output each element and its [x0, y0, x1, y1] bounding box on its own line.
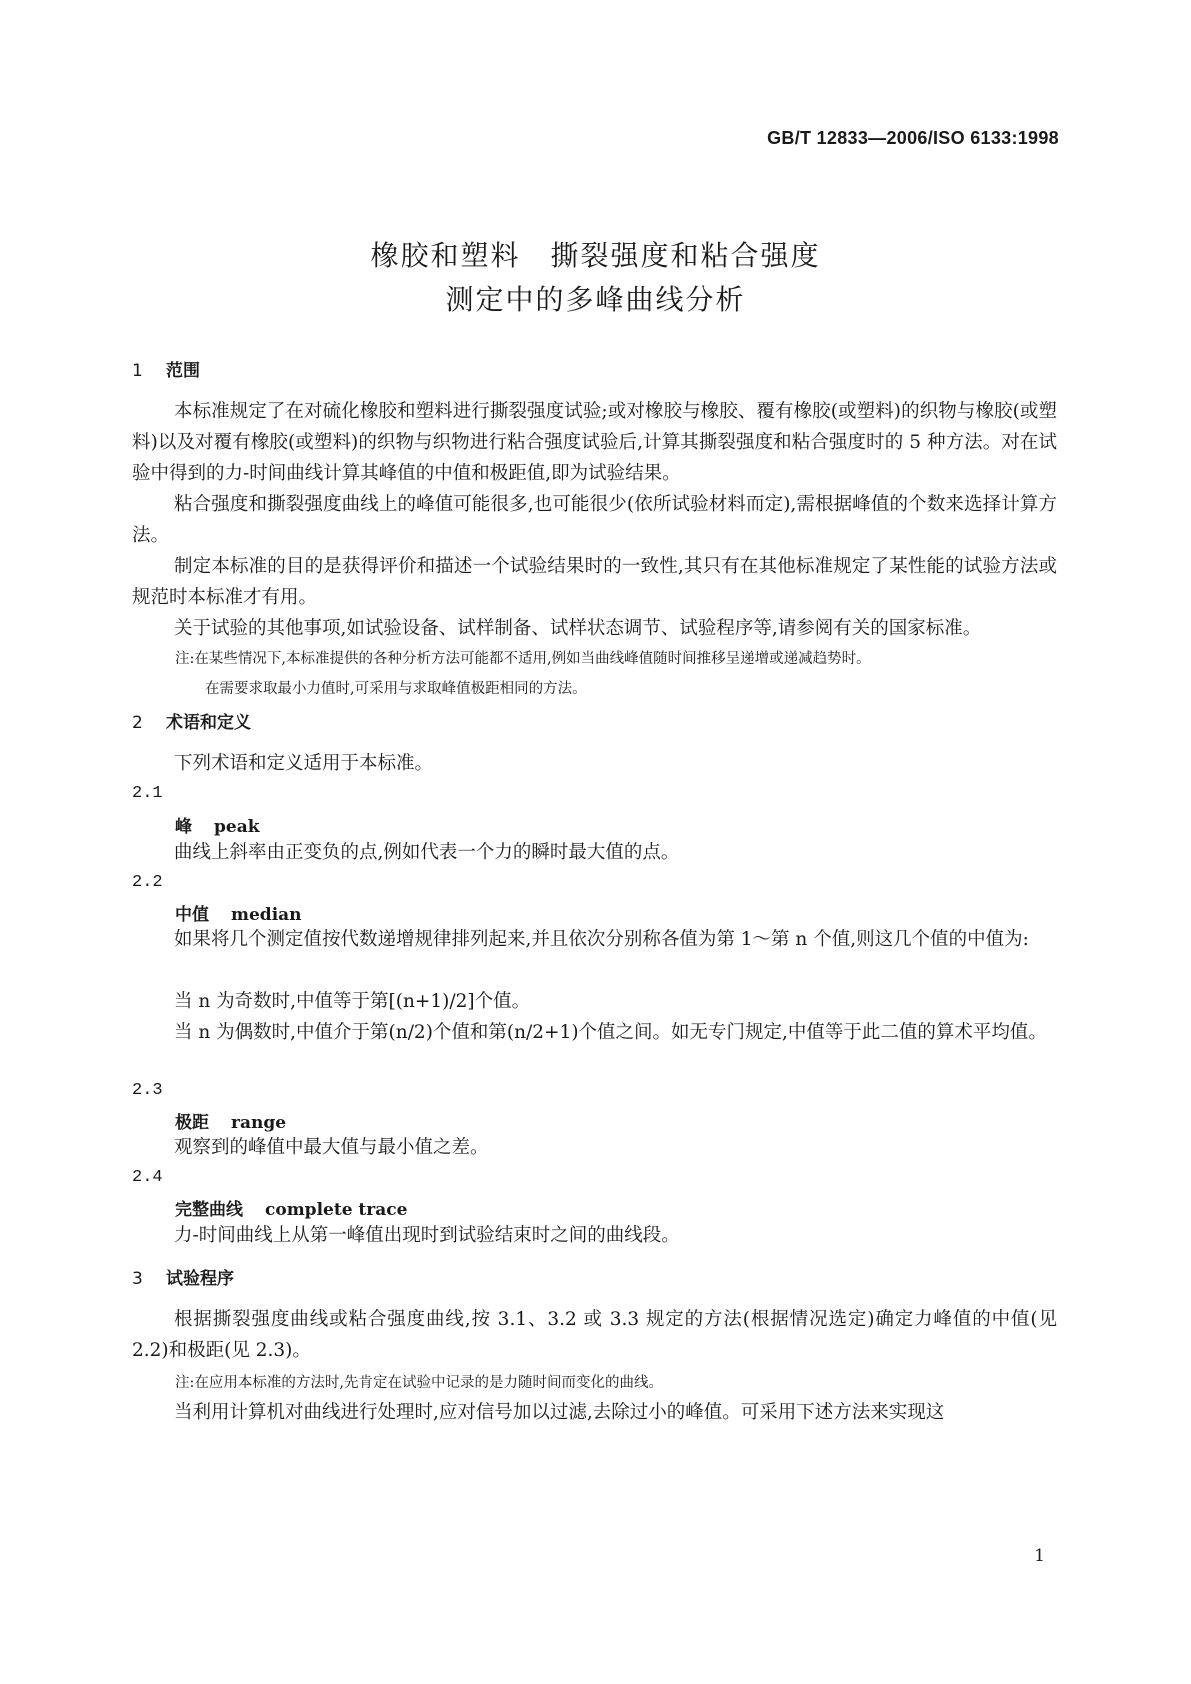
section-1-note — [175, 644, 1065, 704]
term-cn: 中值 — [175, 905, 209, 925]
section-2-heading — [132, 708, 251, 733]
section-3-paragraph-1: 根据撕裂强度曲线或粘合强度曲线,按 3.1、3.2 或 3.3 规定的方法(根据情况选定)确定力峰值的中值(见 2.2)和极距(见 2.3)。 — [132, 1309, 1057, 1361]
median-even-rule: 当 n 为偶数时,中值介于第(n/2)个值和第(n/2+1)个值之间。如无专门规定,中值等于此二值的算术平均值。 — [174, 1022, 1047, 1043]
term-definition: 力-时间曲线上从第一峰值出现时到试验结束时之间的曲线段。 — [174, 1225, 680, 1246]
term-en: median — [231, 905, 302, 925]
section-title: 试验程序 — [166, 1269, 234, 1289]
note-line-1: 注:在某些情况下,本标准提供的各种分析方法可能都不适用,例如当曲线峰值随时间推移呈递增或递减趋势时。 — [175, 651, 871, 667]
section-1-paragraph-2: 粘合强度和撕裂强度曲线上的峰值可能很多,也可能很少(依所试验材料而定),需根据峰值的个数来选择计算方法。 — [132, 494, 1057, 546]
section-1-paragraph-3: 制定本标准的目的是获得评价和描述一个试验结果时的一致性,其只有在其他标准规定了某性能的试验方法或规范时本标准才有用。 — [132, 556, 1057, 608]
section-3-paragraph-2: 当利用计算机对曲线进行处理时,应对信号加以过滤,去除过小的峰值。可采用下述方法来实现这 — [174, 1402, 945, 1423]
document-title-line1: 橡胶和塑料 撕裂强度和粘合强度 — [370, 239, 821, 272]
section-number: 3 — [132, 1269, 143, 1289]
note-line-2: 在需要求取最小力值时,可采用与求取峰值极距相同的方法。 — [205, 681, 587, 697]
section-1-paragraph-1: 本标准规定了在对硫化橡胶和塑料进行撕裂强度试验;或对橡胶与橡胶、覆有橡胶(或塑料)的织物与橡胶(或塑料)以及对覆有橡胶(或塑料)的织物与织物进行粘合强度试验后,计算其撕裂强度和粘合强度时的 5 种方法。对在试验中得到的力-时间曲线计算其峰值的中值和极距值,即为试验结果。 — [132, 401, 1057, 484]
median-odd-rule: 当 n 为奇数时,中值等于第[(n+1)/2]个值。 — [174, 991, 531, 1012]
section-1-paragraph-4: 关于试验的其他事项,如试验设备、试样制备、试样状态调节、试验程序等,请参阅有关的国家标准。 — [174, 618, 982, 639]
term-number: 2.1 — [132, 784, 163, 803]
term-number: 2.2 — [132, 873, 163, 892]
term-heading — [175, 812, 260, 837]
document-title-line2: 测定中的多峰曲线分析 — [445, 283, 746, 316]
term-number: 2.4 — [132, 1168, 163, 1187]
term-definition: 曲线上斜率由正变负的点,例如代表一个力的瞬时最大值的点。 — [174, 842, 680, 863]
term-heading — [175, 900, 302, 925]
term-cn: 极距 — [175, 1113, 209, 1133]
term-heading — [175, 1195, 407, 1220]
section-title: 范围 — [166, 361, 200, 381]
section-number: 2 — [132, 713, 143, 733]
term-definition: 观察到的峰值中最大值与最小值之差。 — [174, 1137, 489, 1158]
section-2-intro: 下列术语和定义适用于本标准。 — [174, 753, 434, 774]
term-en: peak — [214, 817, 260, 837]
term-definition: 如果将几个测定值按代数递增规律排列起来,并且依次分别称各值为第 1～第 n 个值,则这几个值的中值为: — [174, 929, 1029, 950]
term-en: complete trace — [265, 1200, 408, 1220]
term-en: range — [231, 1113, 287, 1133]
section-number: 1 — [132, 361, 143, 381]
term-cn: 完整曲线 — [175, 1200, 243, 1220]
section-title: 术语和定义 — [166, 713, 251, 733]
section-3-note: 注:在应用本标准的方法时,先肯定在试验中记录的是力随时间而变化的曲线。 — [175, 1375, 663, 1391]
page-number: 1 — [1034, 1546, 1045, 1566]
term-number: 2.3 — [132, 1081, 163, 1100]
term-cn: 峰 — [175, 817, 192, 837]
standard-code: GB/T 12833—2006/ISO 6133:1998 — [767, 128, 1059, 148]
section-1-heading — [132, 356, 200, 381]
term-heading — [175, 1108, 286, 1133]
section-3-heading — [132, 1264, 234, 1289]
